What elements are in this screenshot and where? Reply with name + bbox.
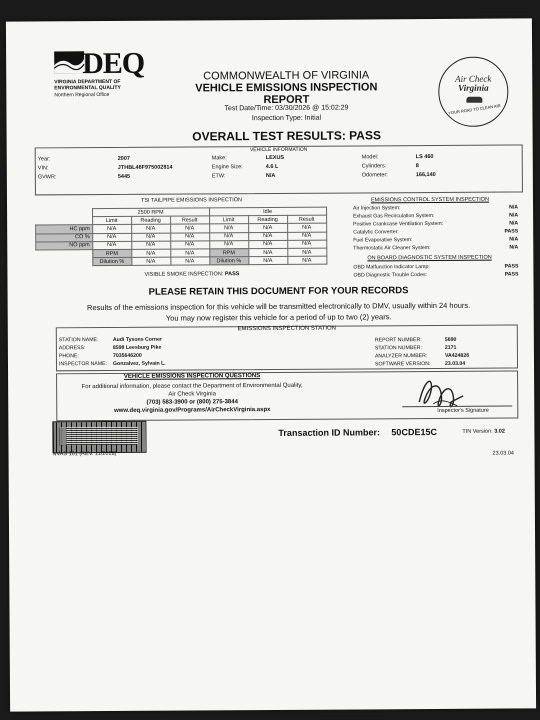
inspection-station-box — [56, 324, 518, 371]
control-label: Fuel Evaporative System: — [353, 237, 413, 244]
table-cell: N/A — [170, 232, 209, 240]
vehicle-information-box — [35, 144, 523, 195]
rpm2500-header: 2500 RPM — [92, 208, 209, 217]
inspector-label: INSPECTOR NAME: — [58, 361, 108, 368]
control-label: Exhaust Gas Recirculation System: — [353, 212, 435, 220]
station-name-label: STATION NAME: — [58, 337, 99, 344]
smoke-result: PASS — [224, 271, 240, 278]
station-title: EMISSIONS INSPECTION STATION — [237, 325, 337, 333]
header-line2: VEHICLE EMISSIONS INSPECTION REPORT — [195, 81, 378, 107]
address: 8598 Leesburg Pike — [112, 344, 162, 351]
obd-value: PASS — [504, 263, 519, 270]
station-number: 2171 — [444, 344, 457, 351]
inspection-type: Initial — [304, 114, 322, 122]
obd-label: OBD Diagnostic Trouble Codes: — [353, 272, 428, 279]
tin-version-label: TIN Version: — [462, 428, 493, 435]
deq-wordmark: DEQ — [82, 46, 145, 81]
year-label: Year: — [37, 156, 51, 163]
cyl-value-wrap — [416, 163, 419, 169]
table-cell: N/A — [170, 257, 209, 265]
control-label: Thermostatic Air Cleaner System: — [353, 245, 431, 252]
year-row — [38, 156, 51, 162]
control-label: Air Injection System: — [353, 205, 401, 212]
tailpipe-title: TSI TAILPIPE EMISSIONS INSPECTION — [140, 197, 242, 204]
model-label-wrap — [362, 154, 379, 160]
inspection-type-label: Inspection Type: — [251, 114, 303, 123]
aircheck-line1: Air Check — [455, 73, 492, 84]
test-datetime-label: Test Date/Time: — [224, 104, 274, 113]
col-header: Reading — [248, 216, 287, 224]
vehicle-info-title: VEHICLE INFORMATION — [249, 146, 308, 154]
tin-version — [462, 429, 505, 435]
software-version-label: SOFTWARE VERSION: — [374, 361, 431, 368]
address-label: ADDRESS: — [58, 345, 86, 352]
software-version: 23.03.04 — [444, 360, 466, 367]
deq-org-name — [54, 79, 164, 92]
smoke-inspection — [35, 271, 348, 279]
report-number-label: REPORT NUMBER: — [374, 337, 422, 344]
table-cell: N/A — [287, 248, 326, 256]
vin-value — [118, 165, 173, 171]
etw: N/A — [265, 172, 276, 180]
control-value: N/A — [509, 220, 519, 227]
table-cell: Dilution % — [92, 257, 131, 265]
aircheck-line2: Virginia — [458, 82, 489, 93]
table-cell: N/A — [248, 240, 287, 248]
deq-logo — [54, 46, 164, 124]
model-label: Model: — [361, 154, 379, 161]
car-icon — [466, 97, 482, 103]
transaction-id: 50CDE15C — [391, 426, 437, 438]
phone-label: PHONE: — [58, 353, 79, 360]
analyzer-number-label: ANALYZER NUMBER: — [374, 353, 428, 360]
table-cell: N/A — [170, 249, 209, 257]
idle-header: Idle — [209, 207, 326, 216]
col-header: Limit — [209, 216, 248, 224]
control-item — [353, 228, 518, 235]
station-number-label: STATION NUMBER: — [374, 345, 422, 352]
control-value: N/A — [509, 244, 519, 251]
table-cell: N/A — [131, 224, 170, 232]
emissions-control-section — [351, 196, 523, 279]
footer-version: 23.03.04 — [492, 450, 514, 457]
smoke-label: VISIBLE SMOKE INSPECTION: — [144, 271, 224, 278]
phone: 7035646200 — [112, 352, 142, 359]
control-value: N/A — [509, 204, 519, 211]
aircheck-tagline: YOUR ROAD TO CLEAN AIR — [447, 102, 501, 116]
gvwr-value — [118, 174, 130, 180]
year-value — [118, 156, 130, 162]
gvwr-label: GVWR: — [37, 174, 57, 181]
form-number: NVAS 101 (REV. 11/2018) — [52, 450, 117, 458]
col-header: Result — [287, 215, 326, 223]
inspection-report-page — [6, 18, 536, 711]
transmit-line1: Results of the emissions inspection for this vehicle will be transmitted electronically to DMV, usually within 24 hours. — [86, 300, 471, 313]
obd-item — [353, 263, 518, 270]
table-cell: Dilution % — [209, 257, 248, 265]
transmit-line2: You may now register this vehicle for a period of up to two (2) years. — [165, 312, 392, 323]
table-cell: N/A — [248, 232, 287, 240]
table-cell: N/A — [131, 257, 170, 265]
obd-value: PASS — [504, 271, 519, 278]
test-datetime: 03/30/2026 @ 15:02:29 — [275, 104, 349, 112]
obd-label: OBD Malfunction Indicator Lamp: — [353, 264, 430, 271]
odometer: 166,140 — [415, 171, 436, 179]
obd-item — [353, 271, 518, 278]
model: LS 460 — [415, 154, 434, 161]
questions-body — [57, 382, 327, 416]
report-number: 5690 — [444, 336, 457, 343]
row-label: NO ppm — [36, 241, 93, 250]
etw-label-wrap — [212, 173, 226, 179]
control-item — [353, 236, 518, 243]
table-cell: N/A — [287, 240, 326, 248]
control-item — [353, 212, 518, 219]
gvwr-row — [38, 174, 57, 180]
barcode — [52, 421, 146, 454]
aircheck-virginia-logo — [438, 57, 510, 129]
report-header — [176, 69, 396, 106]
table-cell: RPM — [209, 249, 248, 257]
retain-notice: PLEASE RETAIN THIS DOCUMENT FOR YOUR RECORDS — [148, 285, 409, 298]
control-item — [353, 244, 518, 251]
engine-value-wrap — [266, 164, 279, 170]
vin-label: VIN: — [37, 165, 49, 172]
col-header: Limit — [92, 217, 131, 225]
transmit-notice — [48, 300, 510, 325]
table-cell: N/A — [131, 233, 170, 241]
table-cell: N/A — [248, 257, 287, 265]
table-cell: N/A — [248, 224, 287, 232]
make: LEXUS — [265, 154, 285, 162]
odometer-label: Odometer: — [361, 172, 388, 179]
table-cell: N/A — [287, 256, 326, 264]
control-value: N/A — [509, 236, 519, 243]
make-label-wrap — [212, 155, 227, 161]
tin-version-value: 3.02 — [494, 428, 505, 435]
engine-label-wrap — [212, 164, 243, 170]
deq-org-line1: VIRGINIA DEPARTMENT OF — [54, 78, 121, 86]
gvwr: 5445 — [117, 173, 131, 180]
odo-label-wrap — [362, 172, 388, 178]
inspector-name: Gonzalvez, Sylvain L. — [112, 360, 166, 367]
etw-value-wrap — [266, 173, 276, 179]
header-line1: COMMONWEALTH OF VIRGINIA — [203, 69, 370, 83]
tailpipe-inspection — [35, 198, 348, 282]
table-cell: N/A — [209, 232, 248, 240]
row-label: CO % — [36, 233, 93, 242]
table-cell: N/A — [131, 249, 170, 257]
table-cell: N/A — [287, 232, 326, 240]
engine-size: 4.6 L — [265, 163, 279, 171]
control-item — [353, 204, 518, 211]
table-cell: N/A — [92, 225, 131, 233]
tailpipe-table — [35, 207, 327, 267]
questions-line2: Air Check Virginia — [168, 391, 216, 398]
table-cell: N/A — [287, 224, 326, 232]
obd-title: ON BOARD DIAGNOSTIC SYSTEM INSPECTION — [367, 254, 492, 262]
deq-org-line2: ENVIRONMENTAL QUALITY — [54, 84, 121, 92]
test-info — [206, 103, 366, 124]
overall-result: OVERALL TEST RESULTS: PASS — [192, 128, 381, 144]
make-value-wrap — [266, 155, 284, 161]
table-cell: N/A — [131, 241, 170, 249]
odo-value-wrap — [416, 172, 436, 178]
table-cell: N/A — [92, 241, 131, 249]
analyzer-number: VA424826 — [444, 352, 470, 359]
vin: JTHBL46F975002814 — [117, 164, 173, 171]
row-label: HC ppm — [36, 225, 93, 234]
model-value-wrap — [416, 154, 434, 160]
control-label: Catalytic Converter: — [353, 229, 399, 236]
dilution-row — [36, 256, 327, 266]
transaction-id-label: Transaction ID Number: — [278, 427, 380, 438]
emissions-control-title: EMISSIONS CONTROL SYSTEM INSPECTION — [370, 196, 490, 204]
table-cell: N/A — [92, 233, 131, 241]
year: 2007 — [117, 155, 131, 162]
questions-title: VEHICLE EMISSIONS INSPECTION QUESTIONS — [123, 373, 261, 380]
col-header: Result — [170, 216, 209, 224]
control-item — [353, 220, 518, 227]
table-cell: N/A — [248, 248, 287, 256]
table-cell: N/A — [170, 241, 209, 249]
signature-label: Inspector's Signature — [437, 407, 489, 414]
control-value: PASS — [504, 228, 519, 235]
cyl-label-wrap — [362, 163, 386, 169]
etw-label: ETW: — [211, 173, 226, 180]
questions-line1: For additional information, please contact the Department of Environmental Quality, — [81, 382, 303, 391]
blank-cell — [36, 258, 93, 267]
vin-row — [38, 165, 49, 171]
engine-label: Engine Size: — [211, 164, 243, 171]
control-label: Positive Crankcase Ventilation System: — [353, 220, 444, 228]
cylinders: 8 — [415, 163, 419, 170]
col-header: Reading — [131, 216, 170, 224]
control-value: N/A — [509, 212, 519, 219]
table-cell: N/A — [170, 224, 209, 232]
make-label: Make: — [211, 155, 227, 162]
barcode-pattern — [59, 427, 137, 445]
table-cell: N/A — [209, 240, 248, 248]
questions-box — [56, 370, 518, 421]
deq-office: Northern Regional Office — [54, 91, 110, 99]
questions-url: www.deq.virginia.gov/Programs/AirCheckVirginia.aspx — [114, 407, 271, 414]
table-cell: RPM — [92, 249, 131, 257]
cylinders-label: Cylinders: — [361, 163, 387, 170]
table-cell: N/A — [209, 224, 248, 232]
station-name: Audi Tysons Corner — [112, 336, 163, 343]
questions-phones: (703) 583-3900 or (800) 275-3844 — [146, 399, 238, 406]
